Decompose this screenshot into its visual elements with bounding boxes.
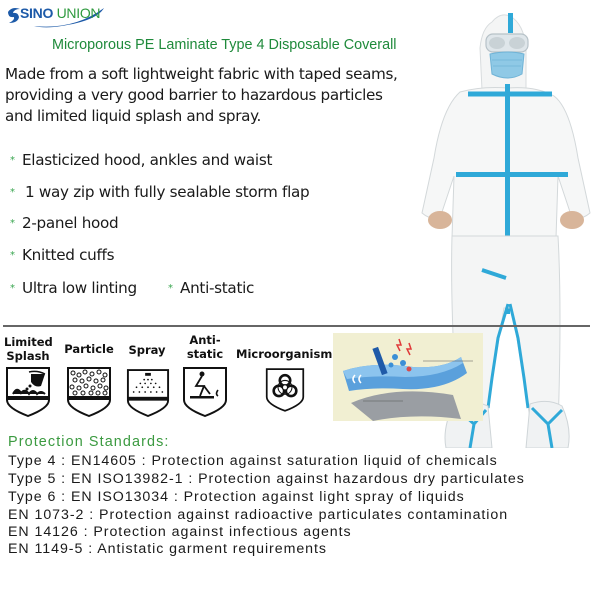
standard-item: EN 14126 : Protection against infectious agents (8, 524, 352, 540)
standard-item: Type 5 : EN ISO13982-1 : Protection against hazardous dry particulates (8, 471, 525, 487)
standard-item: EN 1073-2 : Protection against radioactive particulates contamination (8, 507, 509, 523)
biohazard-icon (265, 366, 305, 414)
product-title: Microporous PE Laminate Type 4 Disposable Coverall (52, 37, 397, 53)
bullet-icon: * (10, 187, 15, 198)
antistatic-icon (182, 366, 228, 418)
standard-item: Type 4 : EN14605 : Protection against saturation liquid of chemicals (8, 453, 498, 469)
label-line: static (186, 347, 224, 361)
feature-label: 2-panel hood (22, 214, 119, 232)
label-line: Microorganism (236, 347, 333, 361)
label-line: Spray (128, 343, 166, 357)
icon-label-particle (62, 342, 116, 356)
icon-label-spray (124, 343, 170, 357)
description-line: Made from a soft lightweight fabric with taped seams, (5, 65, 398, 83)
icon-label-antistatic (182, 333, 228, 361)
description-line: and limited liquid splash and spray. (5, 107, 262, 125)
bullet-icon: * (10, 155, 15, 166)
feature-item (8, 183, 309, 201)
label-line: Anti- (189, 333, 221, 347)
feature-label: Ultra low linting (22, 279, 137, 297)
feature-item (8, 214, 118, 232)
standard-item: EN 1149-5 : Antistatic garment requirements (8, 541, 327, 557)
label-line: Particle (64, 342, 114, 356)
standard-item: Type 6 : EN ISO13034 : Protection against light spray of liquids (8, 489, 465, 505)
icon-label-microorganism (236, 347, 332, 361)
icon-label-limited-splash (4, 335, 52, 363)
logo-union: UNION (56, 5, 101, 21)
feature-label: Elasticized hood, ankles and waist (22, 151, 273, 169)
feature-item (166, 279, 254, 297)
bullet-icon: * (10, 218, 15, 229)
logo-text (20, 5, 100, 21)
liquid-splash-icon (5, 366, 51, 418)
feature-item (8, 246, 114, 264)
particle-icon (66, 366, 112, 418)
feature-label: Anti-static (180, 279, 255, 297)
brand-logo (2, 2, 112, 28)
feature-item (8, 151, 272, 169)
bullet-icon: * (10, 283, 15, 294)
description-line: providing a very good barrier to hazardous particles (5, 86, 383, 104)
bullet-icon: * (168, 283, 173, 294)
spray-icon (126, 368, 170, 418)
feature-label: 1 way zip with fully sealable storm flap (25, 183, 310, 201)
feature-item (8, 279, 137, 297)
product-description (5, 64, 405, 127)
bullet-icon: * (10, 250, 15, 261)
fabric-layer-diagram (333, 333, 483, 421)
logo-sino: SINO (20, 5, 54, 21)
section-divider (3, 325, 590, 327)
standards-heading: Protection Standards: (8, 434, 170, 450)
label-line: Limited (4, 335, 53, 349)
label-line: Splash (6, 349, 50, 363)
fabric-layers-illustration (333, 333, 483, 421)
feature-label: Knitted cuffs (22, 246, 115, 264)
